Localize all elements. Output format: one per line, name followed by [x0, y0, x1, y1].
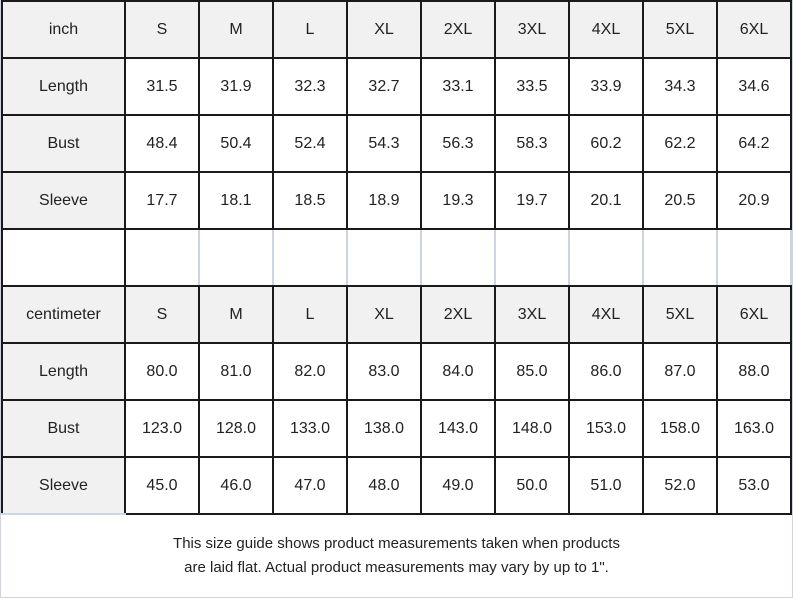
measurement-label: Bust — [2, 400, 125, 457]
size-header: S — [125, 1, 199, 58]
measurement-value: 18.9 — [347, 172, 421, 229]
size-guide-note — [1, 515, 792, 597]
measurement-value: 50.0 — [495, 457, 569, 514]
size-header: 3XL — [495, 1, 569, 58]
spacer-cell — [199, 229, 273, 286]
measurement-row — [2, 115, 791, 172]
measurement-value: 64.2 — [717, 115, 791, 172]
spacer-cell — [273, 229, 347, 286]
size-header: L — [273, 286, 347, 343]
measurement-value: 88.0 — [717, 343, 791, 400]
measurement-value: 33.1 — [421, 58, 495, 115]
measurement-value: 158.0 — [643, 400, 717, 457]
spacer-cell — [347, 229, 421, 286]
measurement-value: 56.3 — [421, 115, 495, 172]
measurement-value: 47.0 — [273, 457, 347, 514]
measurement-value: 32.3 — [273, 58, 347, 115]
measurement-value: 20.5 — [643, 172, 717, 229]
spacer-cell — [717, 229, 791, 286]
spacer-cell — [421, 229, 495, 286]
measurement-value: 86.0 — [569, 343, 643, 400]
measurement-value: 31.5 — [125, 58, 199, 115]
measurement-value: 81.0 — [199, 343, 273, 400]
measurement-value: 48.0 — [347, 457, 421, 514]
measurement-label: Length — [2, 58, 125, 115]
measurement-value: 58.3 — [495, 115, 569, 172]
measurement-value: 148.0 — [495, 400, 569, 457]
measurement-value: 123.0 — [125, 400, 199, 457]
spacer-cell — [643, 229, 717, 286]
unit-header-row — [2, 286, 791, 343]
size-chart-table — [1, 0, 792, 515]
spacer-cell — [569, 229, 643, 286]
spacer-cell — [495, 229, 569, 286]
measurement-value: 45.0 — [125, 457, 199, 514]
size-header: 5XL — [643, 286, 717, 343]
measurement-value: 128.0 — [199, 400, 273, 457]
measurement-value: 82.0 — [273, 343, 347, 400]
size-header: XL — [347, 286, 421, 343]
unit-header-row — [2, 1, 791, 58]
measurement-value: 153.0 — [569, 400, 643, 457]
measurement-row — [2, 400, 791, 457]
measurement-value: 53.0 — [717, 457, 791, 514]
measurement-value: 51.0 — [569, 457, 643, 514]
measurement-value: 17.7 — [125, 172, 199, 229]
measurement-value: 83.0 — [347, 343, 421, 400]
size-header: 6XL — [717, 1, 791, 58]
measurement-value: 84.0 — [421, 343, 495, 400]
measurement-value: 19.7 — [495, 172, 569, 229]
unit-label: inch — [2, 1, 125, 58]
measurement-value: 52.0 — [643, 457, 717, 514]
measurement-value: 19.3 — [421, 172, 495, 229]
size-header: 2XL — [421, 286, 495, 343]
measurement-value: 50.4 — [199, 115, 273, 172]
size-header: XL — [347, 1, 421, 58]
spacer-cell — [2, 229, 125, 286]
measurement-value: 20.1 — [569, 172, 643, 229]
measurement-value: 60.2 — [569, 115, 643, 172]
measurement-value: 33.5 — [495, 58, 569, 115]
measurement-value: 34.6 — [717, 58, 791, 115]
measurement-value: 33.9 — [569, 58, 643, 115]
measurement-value: 31.9 — [199, 58, 273, 115]
measurement-value: 49.0 — [421, 457, 495, 514]
measurement-value: 54.3 — [347, 115, 421, 172]
size-header: 5XL — [643, 1, 717, 58]
measurement-label: Bust — [2, 115, 125, 172]
size-header: 3XL — [495, 286, 569, 343]
measurement-value: 80.0 — [125, 343, 199, 400]
measurement-row — [2, 343, 791, 400]
spacer-cell — [125, 229, 199, 286]
size-header: L — [273, 1, 347, 58]
measurement-value: 34.3 — [643, 58, 717, 115]
size-header: 4XL — [569, 1, 643, 58]
measurement-value: 62.2 — [643, 115, 717, 172]
measurement-value: 18.5 — [273, 172, 347, 229]
size-chart-body — [2, 1, 791, 514]
measurement-row — [2, 457, 791, 514]
size-header: 2XL — [421, 1, 495, 58]
measurement-value: 133.0 — [273, 400, 347, 457]
size-guide-note-line1: This size guide shows product measurements taken when products — [173, 535, 620, 552]
measurement-value: 143.0 — [421, 400, 495, 457]
measurement-label: Sleeve — [2, 457, 125, 514]
measurement-value: 87.0 — [643, 343, 717, 400]
measurement-value: 85.0 — [495, 343, 569, 400]
spacer-row — [2, 229, 791, 286]
measurement-value: 163.0 — [717, 400, 791, 457]
size-header: M — [199, 286, 273, 343]
size-header: S — [125, 286, 199, 343]
unit-label: centimeter — [2, 286, 125, 343]
size-header: M — [199, 1, 273, 58]
size-guide-note-line2: are laid flat. Actual product measurements may vary by up to 1". — [184, 559, 609, 576]
size-header: 6XL — [717, 286, 791, 343]
measurement-label: Sleeve — [2, 172, 125, 229]
measurement-value: 32.7 — [347, 58, 421, 115]
measurement-row — [2, 58, 791, 115]
size-header: 4XL — [569, 286, 643, 343]
measurement-value: 20.9 — [717, 172, 791, 229]
measurement-value: 48.4 — [125, 115, 199, 172]
measurement-value: 18.1 — [199, 172, 273, 229]
measurement-value: 46.0 — [199, 457, 273, 514]
measurement-value: 52.4 — [273, 115, 347, 172]
measurement-label: Length — [2, 343, 125, 400]
measurement-row — [2, 172, 791, 229]
measurement-value: 138.0 — [347, 400, 421, 457]
